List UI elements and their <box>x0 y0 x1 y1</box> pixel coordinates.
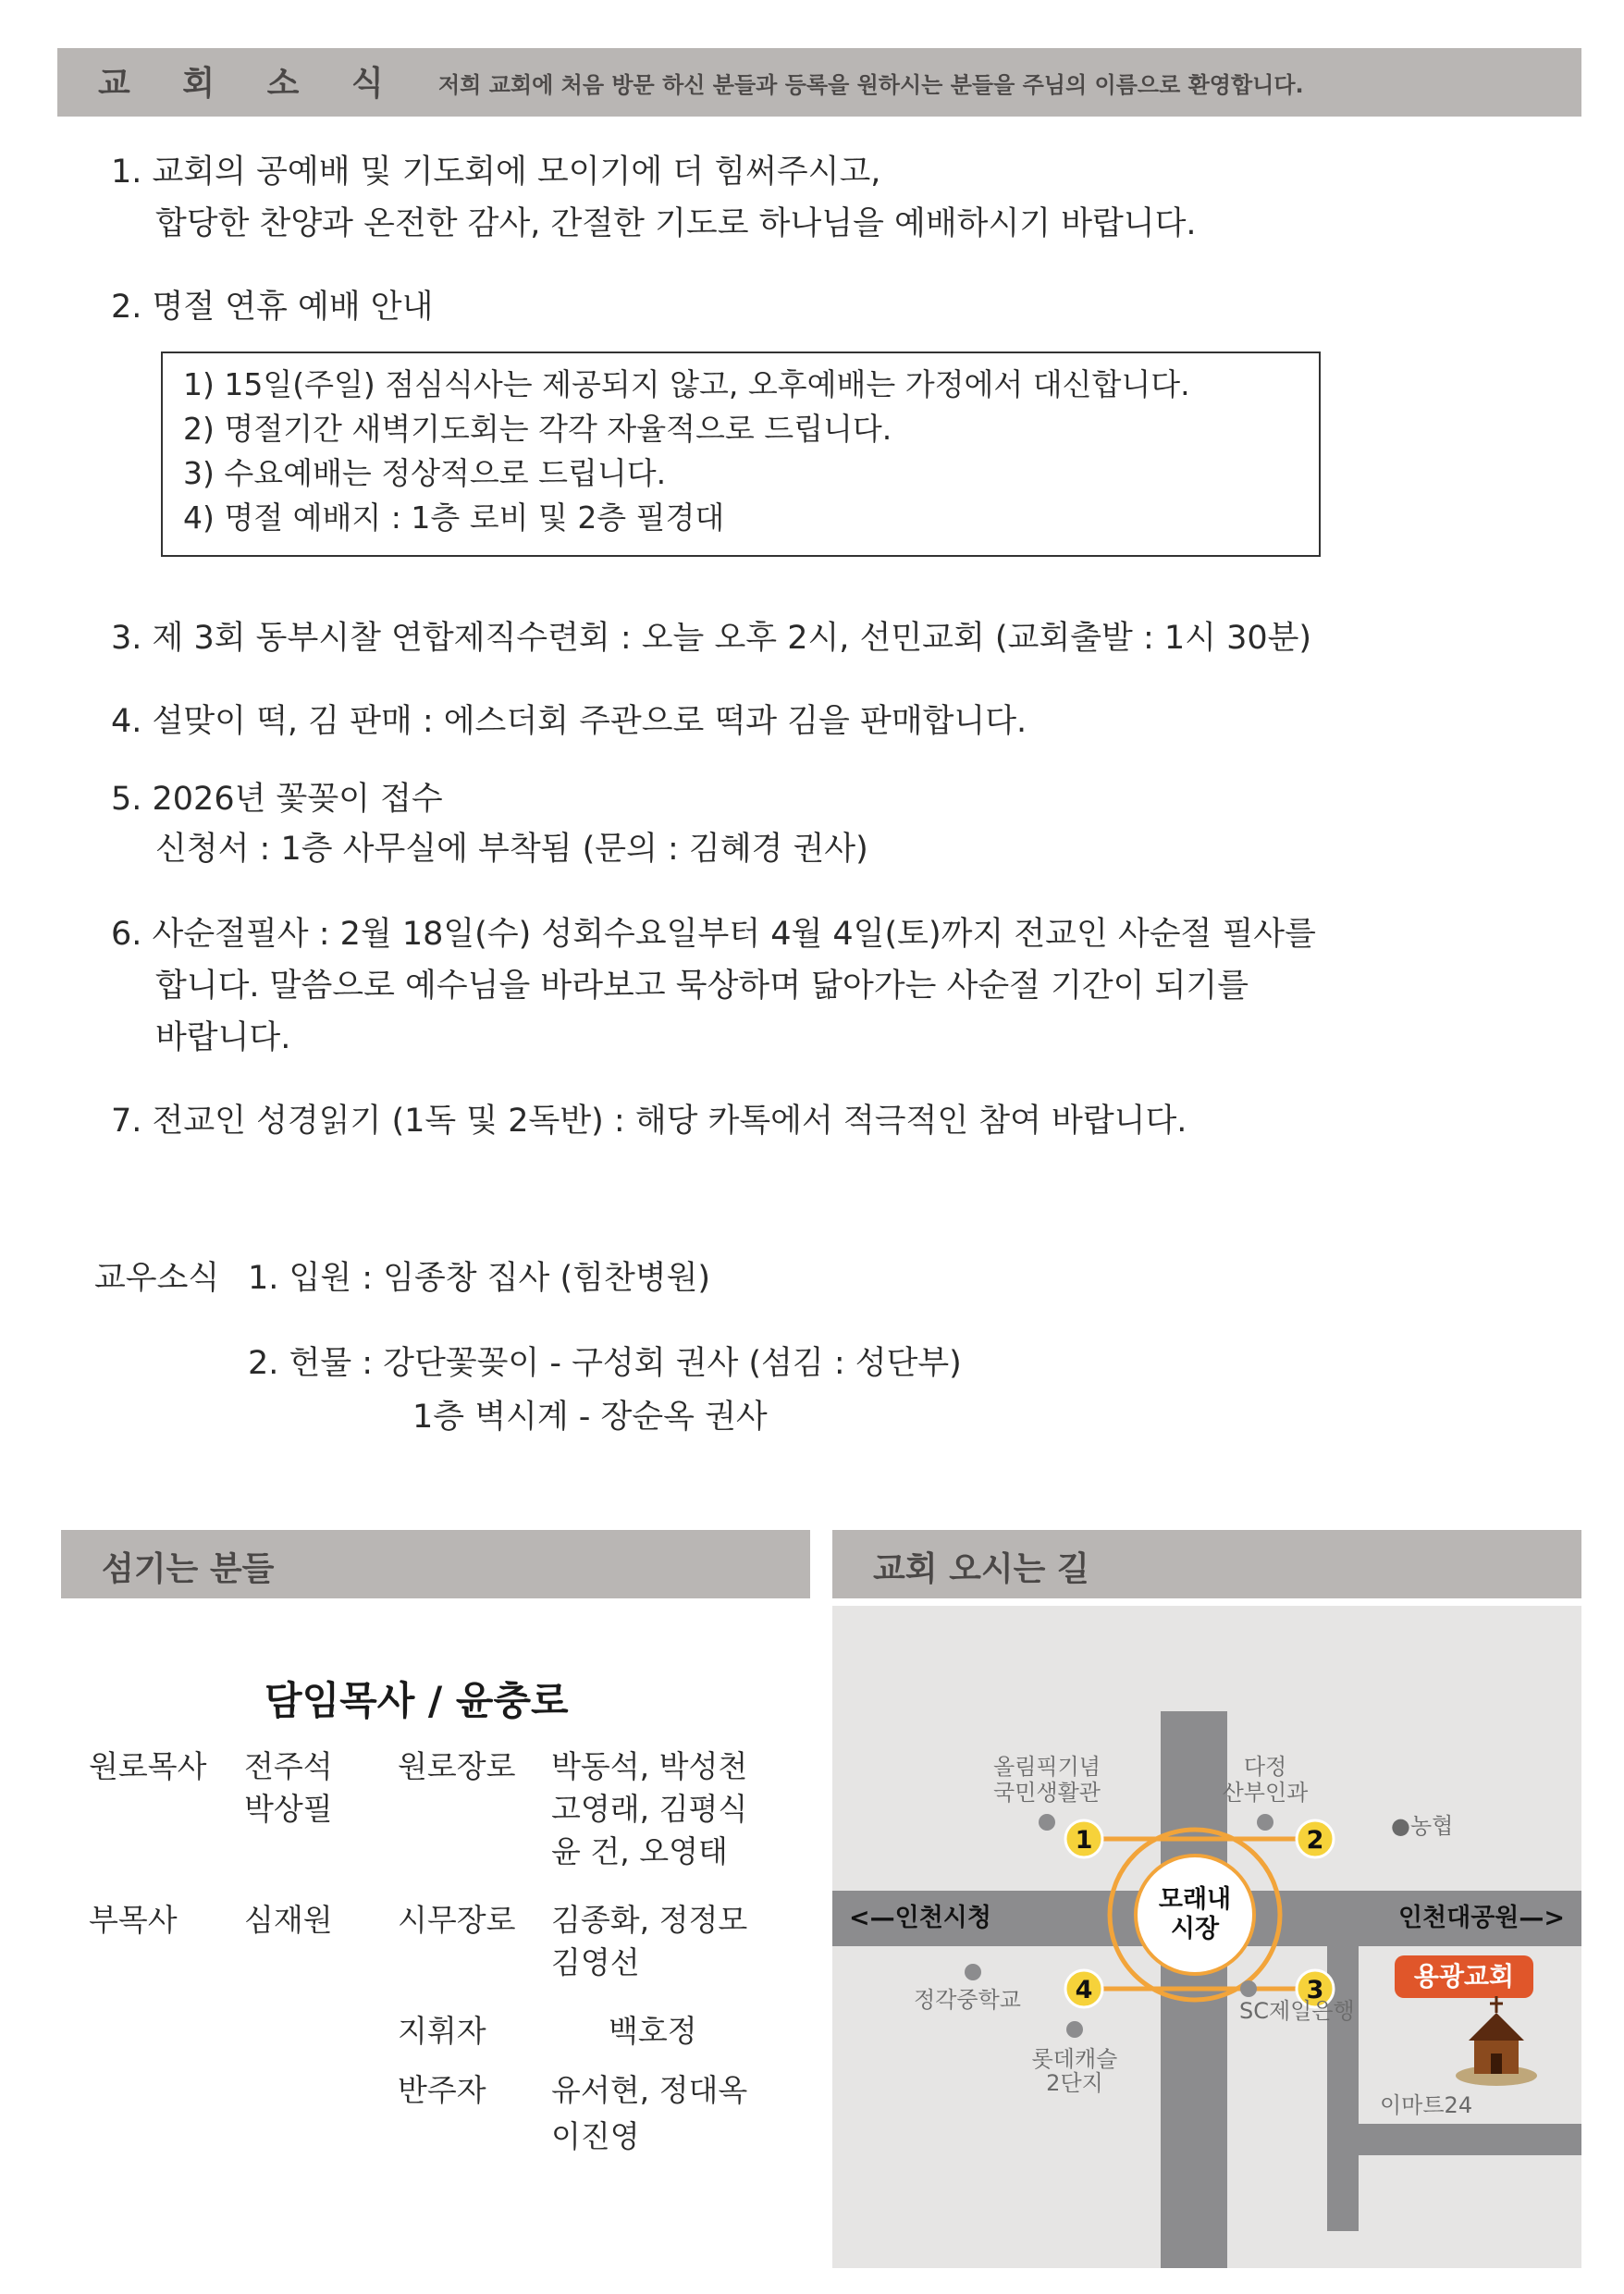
elder-pastor-name-2: 박상필 <box>244 1791 333 1827</box>
elder-elder-names-2: 고영래, 김평식 <box>551 1791 748 1827</box>
poi-emart: 이마트24 <box>1380 2092 1473 2118</box>
elder-pastor-label: 원로목사 <box>89 1748 207 1784</box>
notice-5-line-1: 5. 2026년 꽃꽂이 접수 <box>111 781 443 818</box>
header-bar <box>57 48 1581 117</box>
accompanist-names-1: 유서현, 정대옥 <box>551 2072 748 2108</box>
elder-pastor-name-1: 전주석 <box>244 1748 333 1784</box>
assoc-pastor-name: 심재원 <box>244 1902 333 1938</box>
holiday-service-box <box>161 352 1321 557</box>
map-exit-4-label: 4 <box>1075 1976 1093 2004</box>
map-road-label-left: <—인천시청 <box>849 1904 991 1932</box>
directions-section-title: 교회 오시는 길 <box>873 1550 1089 1588</box>
notice-6-line-1: 6. 사순절필사 : 2월 18일(수) 성회수요일부터 4월 4일(토)까지 전교인 사순절 필사를 <box>111 916 1316 953</box>
holiday-item-1: 1) 15일(주일) 점심식사는 제공되지 않고, 오후예배는 가정에서 대신합니다. <box>183 366 1190 402</box>
poi-dajeong-marker <box>1257 1814 1273 1831</box>
accompanist-names-2: 이진영 <box>551 2118 640 2154</box>
map-road-side-horizontal <box>1327 2124 1581 2155</box>
map-svg <box>832 1606 1581 2268</box>
member-news-item-1: 1. 입원 : 임종창 집사 (힘찬병원) <box>248 1260 711 1297</box>
poi-jeonggak-marker <box>965 1964 981 1980</box>
map-exit-3-label: 3 <box>1306 1976 1324 2004</box>
map-exit-1-label: 1 <box>1075 1826 1093 1855</box>
poi-dajeong-1: 다정 <box>1243 1754 1287 1780</box>
holiday-item-3: 3) 수요예배는 정상적으로 드립니다. <box>183 455 667 491</box>
poi-jeonggak: 정각중학교 <box>914 1987 1021 2013</box>
poi-lotte-marker <box>1066 2021 1083 2038</box>
active-elder-label: 시무장로 <box>398 1902 516 1938</box>
elder-elder-names-1: 박동석, 박성천 <box>551 1748 748 1784</box>
map-exit-2-label: 2 <box>1306 1826 1324 1855</box>
poi-sc: SC제일은행 <box>1239 1998 1355 2024</box>
conductor-name: 백호정 <box>609 2013 697 2049</box>
accompanist-label: 반주자 <box>398 2072 486 2108</box>
poi-nonghyup: ●농협 <box>1391 1813 1454 1839</box>
church-icon <box>1456 1996 1537 2086</box>
notice-7: 7. 전교인 성경읽기 (1독 및 2독반) : 해당 카톡에서 적극적인 참여 바랍니다. <box>111 1103 1187 1140</box>
poi-dajeong-2: 산부인과 <box>1222 1780 1309 1806</box>
notice-4: 4. 설맞이 떡, 김 판매 : 에스더회 주관으로 떡과 김을 판매합니다. <box>111 703 1027 740</box>
notice-1-line-2: 합당한 찬양과 온전한 감사, 간절한 기도로 하나님을 예배하시기 바랍니다. <box>155 205 1197 242</box>
map-market-label-1: 모래내 <box>1158 1885 1232 1914</box>
poi-sc-marker <box>1240 1980 1257 1997</box>
directions-section-bar <box>832 1530 1581 1598</box>
notice-3: 3. 제 3회 동부시찰 연합제직수련회 : 오늘 오후 2시, 선민교회 (교회출발 : 1시 30분) <box>111 620 1312 657</box>
holiday-item-2: 2) 명절기간 새벽기도회는 각각 자율적으로 드립니다. <box>183 411 892 447</box>
poi-olympic-1: 올림픽기념 <box>993 1754 1101 1780</box>
elder-elder-names-3: 윤 건, 오영태 <box>551 1833 728 1869</box>
senior-pastor: 담임목사 / 윤충로 <box>265 1678 569 1723</box>
holiday-item-4: 4) 명절 예배지 : 1층 로비 및 2층 필경대 <box>183 500 725 536</box>
notice-1-line-1: 1. 교회의 공예배 및 기도회에 모이기에 더 힘써주시고, <box>111 154 881 191</box>
map-road-label-right: 인천대공원—> <box>1397 1904 1565 1932</box>
map-market-label-2: 시장 <box>1170 1915 1220 1943</box>
conductor-label: 지휘자 <box>398 2013 486 2049</box>
poi-emart-marker <box>1368 2134 1384 2151</box>
poi-olympic-marker <box>1039 1814 1055 1831</box>
member-news-item-2-line-1: 2. 헌물 : 강단꽃꽂이 - 구성회 권사 (섬김 : 성단부) <box>248 1345 962 1382</box>
member-news-label: 교우소식 <box>94 1260 220 1297</box>
active-elder-names-1: 김종화, 정정모 <box>551 1902 748 1938</box>
assoc-pastor-label: 부목사 <box>89 1902 178 1938</box>
active-elder-names-2: 김영선 <box>551 1944 640 1980</box>
notice-2-title: 2. 명절 연휴 예배 안내 <box>111 289 434 326</box>
staff-section-title: 섬기는 분들 <box>102 1550 275 1588</box>
section-title-church-news: 교 회 소 식 <box>98 65 404 103</box>
notice-6-line-2: 합니다. 말씀으로 예수님을 바라보고 묵상하며 닮아가는 사순절 기간이 되기를 <box>155 968 1249 1005</box>
notice-5-line-2: 신청서 : 1층 사무실에 부착됨 (문의 : 김혜경 권사) <box>155 831 868 868</box>
church-label: 용광교회 <box>1413 1961 1515 1992</box>
poi-lotte-1: 롯데캐슬 <box>1031 2046 1118 2072</box>
church-map <box>832 1606 1581 2268</box>
notice-6-line-3: 바랍니다. <box>155 1019 291 1056</box>
staff-section-bar <box>61 1530 810 1598</box>
poi-lotte-2: 2단지 <box>1046 2070 1103 2096</box>
poi-olympic-2: 국민생활관 <box>993 1780 1101 1806</box>
member-news-item-2-line-2: 1층 벽시계 - 장순옥 권사 <box>412 1399 768 1436</box>
elder-elder-label: 원로장로 <box>398 1748 516 1784</box>
welcome-message: 저희 교회에 처음 방문 하신 분들과 등록을 원하시는 분들을 주님의 이름으로 환영합니다. <box>438 72 1304 98</box>
